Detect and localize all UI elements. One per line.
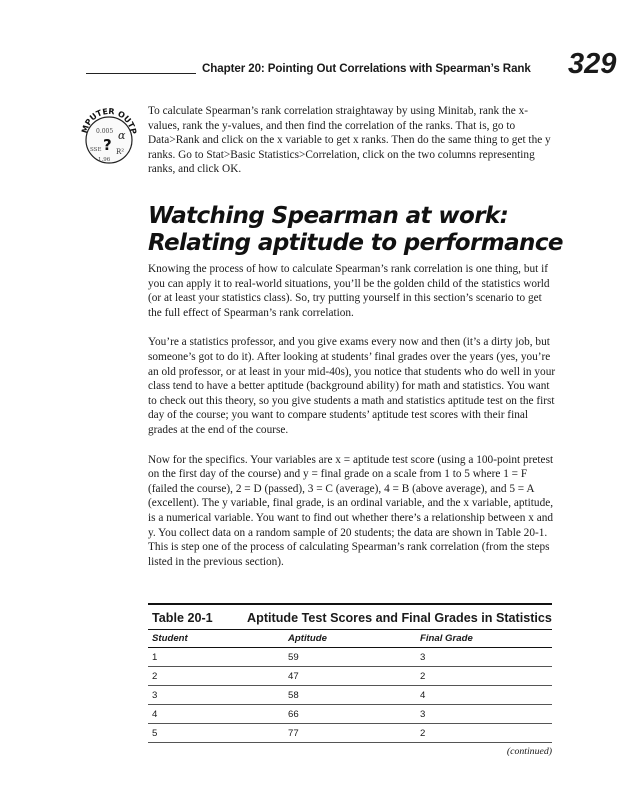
cell-student: 4 [152,709,158,720]
badge-glyph: 1.96 [98,157,111,163]
badge-glyph: SSE [90,147,102,153]
computer-output-icon [76,103,142,169]
header-rule [86,73,196,74]
cell-final-grade: 3 [420,709,426,720]
column-header-final-grade: Final Grade [420,633,473,644]
paragraph-specifics: Now for the specifics. Your variables are x = aptitude test score (using a 100-point pretest on the first day of the course) and y = final grade on a scale from 1 to 5 where 1 = F (failed the course), 2 = D (passed), 3 = C (average), 4 = B (above average), and 5 = A (excellent). The y variable, final grade, is an ordinal variable, and the x variable, aptitude, is a numerical variable. You want to find out whether there’s a relationship between x and y. You collect data on a random sample of 20 students; the data are shown in Table 20-1. This is step one of the process of calculating Spearman’s rank correlation (from the steps listed in the previous section). [148,453,554,568]
table-number: Table 20-1 [152,611,213,625]
paragraph-intro: Knowing the process of how to calculate Spearman’s rank correlation is one thing, but if you can apply it to real-world situations, you’ll be the golden child of the statistics world (or at least your statistics class). So, try putting yourself in this section’s scenario to get the full effect of Spearman’s rank correlation. [148,263,550,319]
body-text [148,262,556,584]
column-header-student: Student [152,633,188,644]
minitab-tip [148,104,556,177]
page-number: 329 [568,48,617,80]
column-header-aptitude: Aptitude [288,633,327,644]
cell-aptitude: 66 [288,709,299,720]
table-row [148,724,552,743]
chapter-title: Chapter 20: Pointing Out Correlations with Spearman’s Rank [202,62,531,75]
section-title: Watching Spearman at work: Relating aptitude to performance [148,203,563,256]
cell-final-grade: 3 [420,652,426,663]
table-caption-text: Aptitude Test Scores and Final Grades in Statistics [247,611,552,625]
badge-glyph: R² [116,148,125,156]
cell-aptitude: 59 [288,652,299,663]
cell-aptitude: 47 [288,671,299,682]
table-row [148,705,552,724]
cell-student: 5 [152,728,158,739]
continued-note: (continued) [506,746,552,757]
paragraph-scenario: You’re a statistics professor, and you give exams every now and then (it’s a dirty job, but someone’s got to do it). After looking at students’ final grades over the years (yes, you’re an old professor, or at least in your mid-40s), you notice that students who do well in your class tend to have a better aptitude (background ability) for math and statistics. You want to check out this theory, so you give students a math and statistics aptitude test on the first day of the course; you want to compare students’ aptitude test scores with their final grades at the end of the course. [148,336,556,436]
badge-glyph: α [118,129,126,142]
table-row [148,648,552,667]
cell-student: 1 [152,652,158,663]
cell-student: 2 [152,671,158,682]
cell-aptitude: 58 [288,690,299,701]
cell-final-grade: 2 [420,728,426,739]
badge-glyph: ? [103,136,112,154]
table-header-row [148,629,552,648]
data-table [148,603,552,757]
table-caption [148,605,552,629]
cell-aptitude: 77 [288,728,299,739]
tip-text: To calculate Spearman’s rank correlation straightaway by using Minitab, rank the x-values, rank the y-values, and then find the correlation of the ranks. That is, go to Data>Rank and click on the x variable to get x ranks. Then do the same thing to get the y ranks. Go to Stat>Basic Statistics>Correlation, click on the two columns representing ranks, and click OK. [148,105,551,176]
table-row [148,667,552,686]
running-header [86,48,617,84]
badge-glyph: 0.005 [96,128,114,135]
cell-final-grade: 4 [420,690,426,701]
table-row [148,686,552,705]
cell-student: 3 [152,690,158,701]
cell-final-grade: 2 [420,671,426,682]
badge-label: MPUTER OUTP [80,106,139,135]
